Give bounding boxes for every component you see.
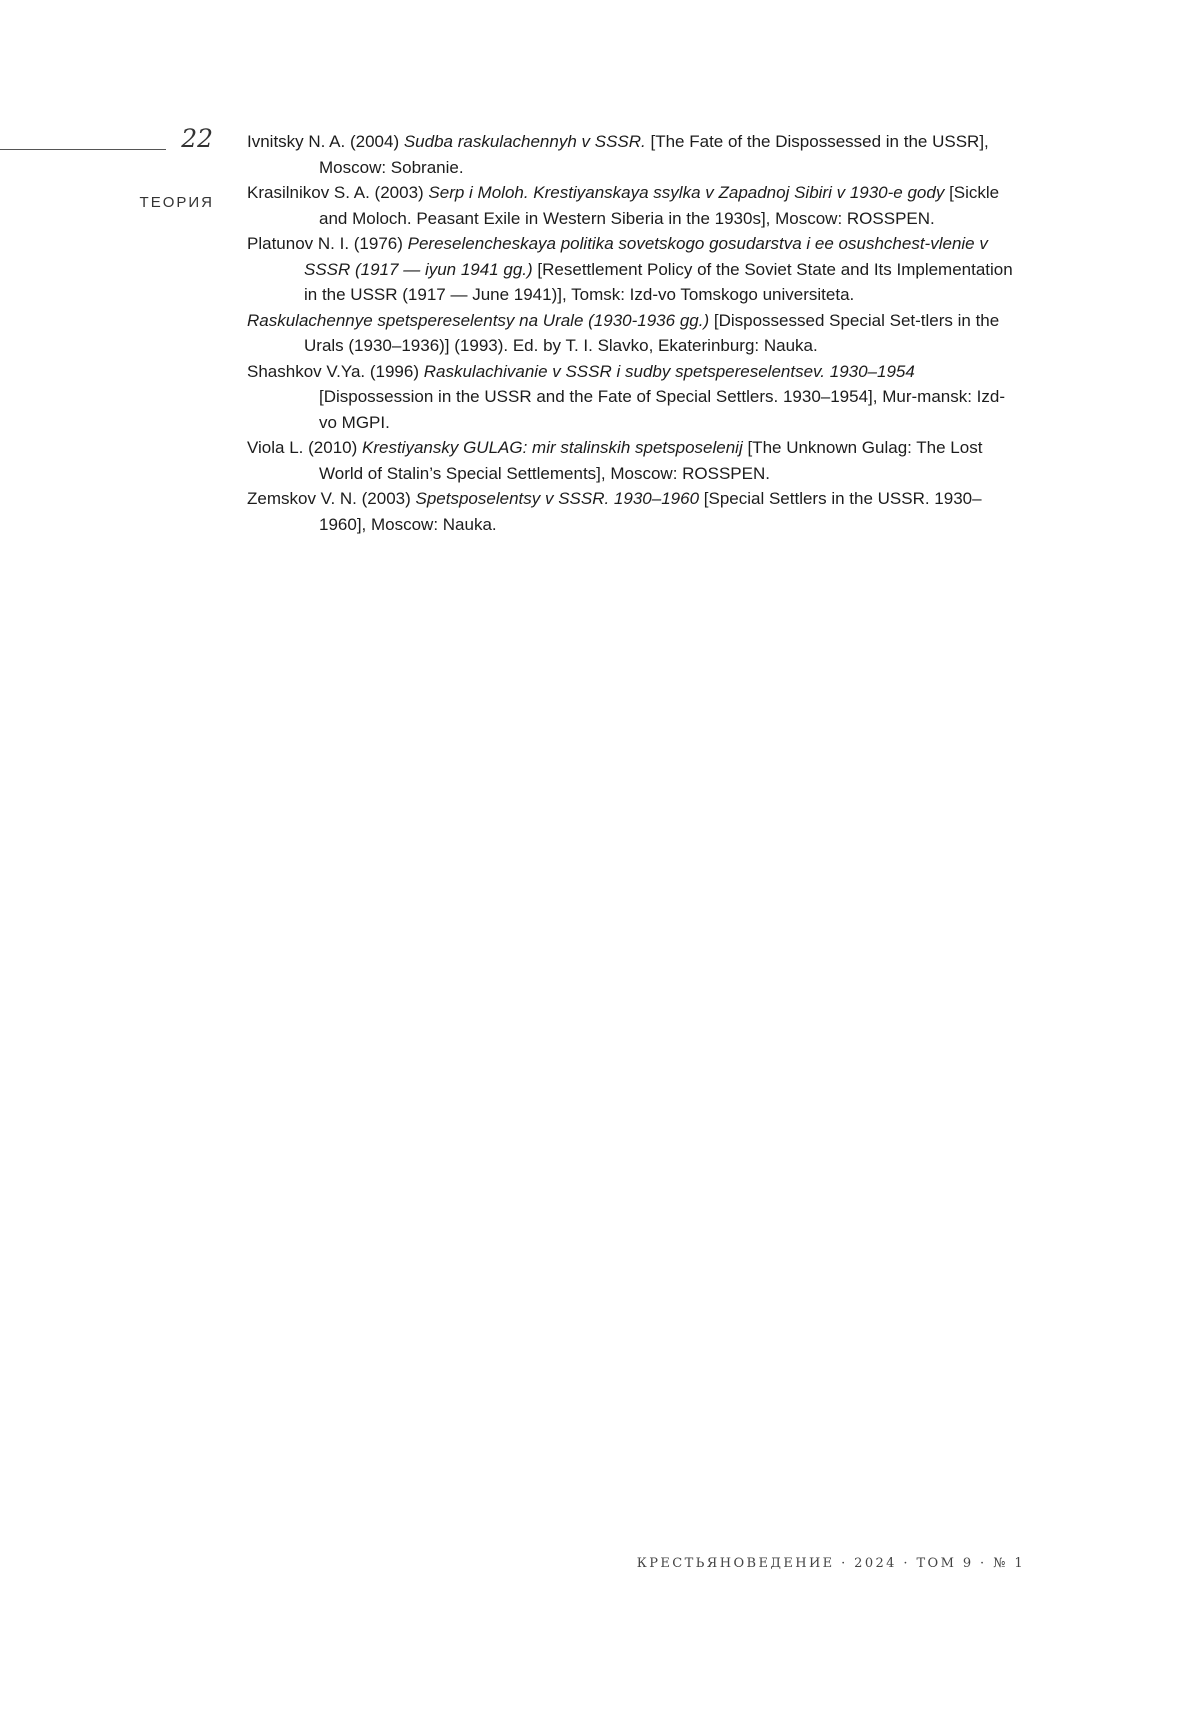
reference-list (247, 129, 1015, 537)
reference-lead: Shashkov V.Ya. (1996) (247, 361, 424, 381)
reference-rest: [Special Settlers in the USSR. 1930–1960], Moscow: Nauka. (319, 489, 982, 534)
reference-rest: [Dispossession in the USSR and the Fate of Special Settlers. 1930–1954], Mur-mansk: Izd-vo MGPI. (319, 387, 1006, 432)
page-number: 22 (181, 124, 213, 153)
reference-title: Sudba raskulachennyh v SSSR. (403, 132, 646, 151)
section-label: ТЕОРИЯ (139, 194, 214, 211)
reference-title: Raskulachivanie v SSSR i sudby spetspereselentsev. 1930–1954 (423, 361, 915, 381)
reference-title: Krestiyansky GULAG: mir stalinskih spetsposelenij (361, 438, 743, 457)
reference-item (247, 359, 1015, 436)
reference-item (247, 180, 1015, 231)
reference-rest: [Dispossessed Special Set-tlers in the Urals (1930–1936)] (1993). Ed. by T. I. Slavko, Ekaterinburg: Nauka. (304, 310, 1000, 355)
reference-rest: [The Unknown Gulag: The Lost World of Stalin’s Special Settlements], Moscow: ROSSPEN. (319, 438, 983, 483)
reference-lead: Viola L. (2010) (247, 438, 362, 457)
reference-lead: Ivnitsky N. A. (2004) (247, 132, 404, 151)
journal-footer: КРЕСТЬЯНОВЕДЕНИЕ · 2024 · ТОМ 9 · № 1 (636, 1556, 1025, 1571)
reference-rest: [Sickle and Moloch. Peasant Exile in Western Siberia in the 1930s], Moscow: ROSSPEN. (319, 183, 1000, 228)
reference-lead: Zemskov V. N. (2003) (247, 489, 416, 508)
reference-title: Raskulachennye spetspereselentsy na Urale (1930-1936 gg.) (247, 310, 710, 330)
reference-item (247, 129, 1015, 180)
reference-rest: [The Fate of the Dispossessed in the USSR], Moscow: Sobranie. (319, 132, 989, 177)
reference-title: Spetsposelentsy v SSSR. 1930–1960 (415, 489, 700, 508)
reference-lead: Platunov N. I. (1976) (247, 234, 408, 253)
reference-item (247, 486, 1015, 537)
reference-title: Pereselencheskaya politika sovetskogo gosudarstva i ee osushchest-vlenie v SSSR (1917 — iyun 1941 gg.) (304, 234, 988, 279)
reference-rest: [Resettlement Policy of the Soviet State and Its Implementation in the USSR (1917 — June 1941)], Tomsk: Izd-vo Tomskogo universiteta. (304, 259, 1013, 304)
reference-lead: Krasilnikov S. A. (2003) (247, 183, 429, 202)
reference-item (247, 435, 1015, 486)
reference-item (247, 231, 1015, 308)
page-number-rule (0, 149, 166, 150)
reference-title: Serp i Moloh. Krestiyanskaya ssylka v Zapadnoj Sibiri v 1930-e gody (428, 183, 945, 202)
reference-item (247, 308, 1015, 359)
